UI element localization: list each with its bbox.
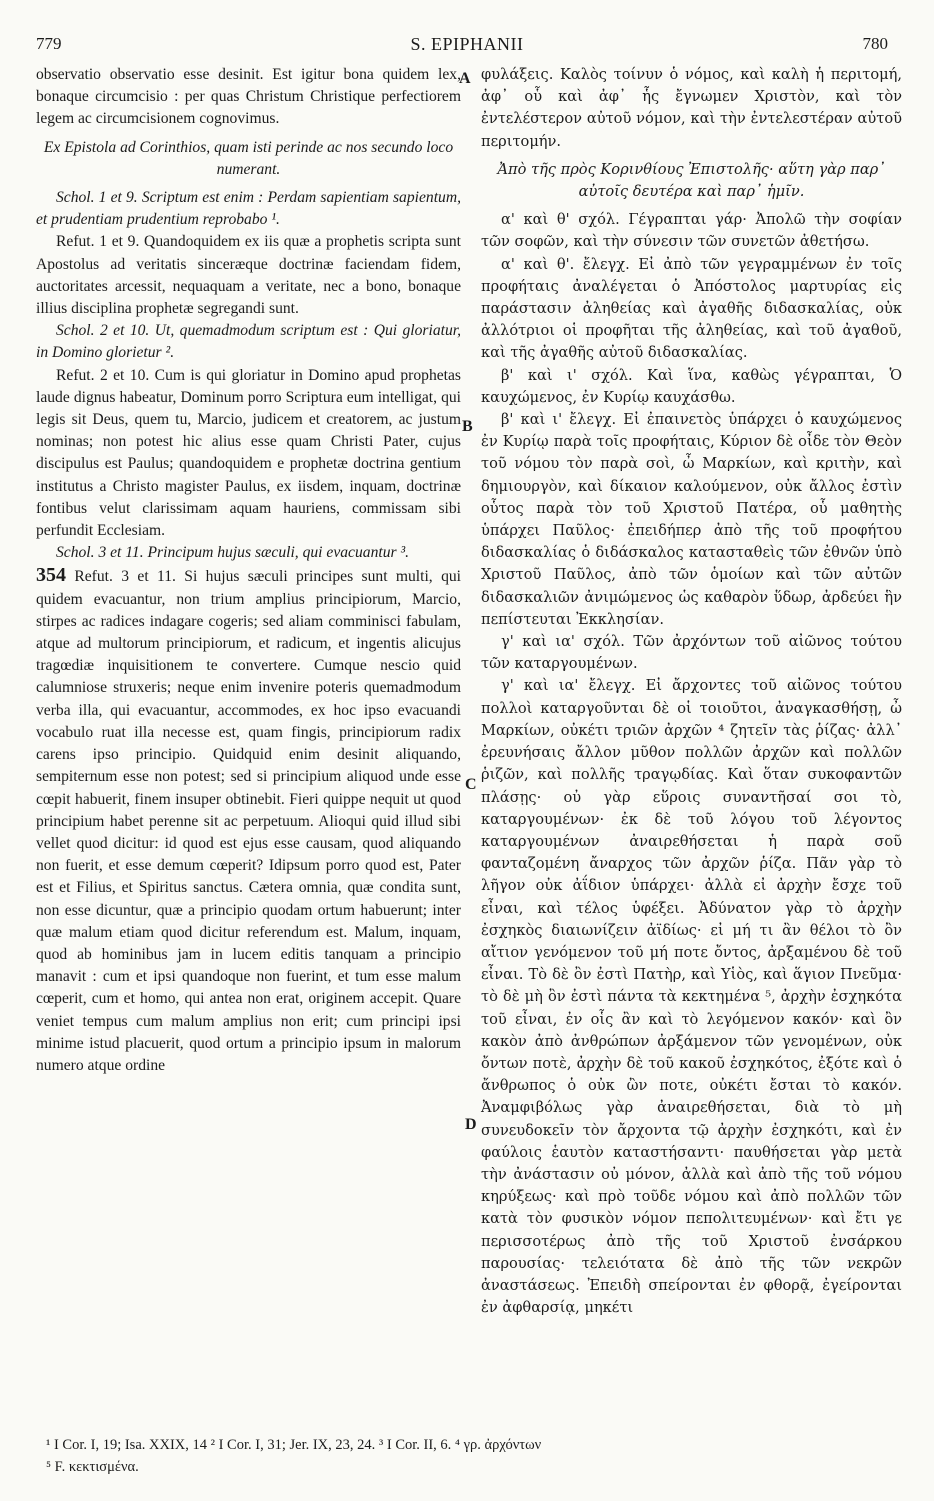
greek-refutation-2: β' καὶ ι' ἔλεγχ. Εἰ ἐπαινετὸς ὑπάρχει ὁ καυχώμενος ἐν Κυρίῳ παρὰ τοῖς προφήταις, Κύριον δὲ οἶδε τὸν Θεὸν τοῦ νόμου τὸν παρὰ σοὶ, ὦ Μαρκίων, καὶ κριτὴν, καὶ δημιουργὸν, καὶ δίκαιον καλούμενον, οὐκ ἄλλος ἐστὶν οὗτος παρὰ τὸν τοῦ Χριστοῦ Πατέρα, οὗ μαθητὴς ὑπάρχει Παῦλος· ἐπειδήπερ ἀπὸ τῆς τοῦ προφήτου διδασκαλίας ὁ διδάσκαλος κατασταθεὶς τῶν ἐθνῶν ὑπὸ Χριστοῦ Παῦλος, ἀπὸ τῶν ὁμοίων καὶ τῶν αὐτῶν διδασκαλιῶν ἀνιμώμενος ὡς καθαρὸν ὕδωρ, ἀρδεύει ἣν πεπίστευται Ἐκκλησίαν. <box>481 411 902 628</box>
footnote-line: ⁵ F. κεκτισμένα. <box>46 1459 139 1475</box>
greek-refutation-3: γ' καὶ ια' ἔλεγχ. Εἰ ἄρχοντες τοῦ αἰῶνος τούτου πολλοὶ καταργοῦνται δὲ οἱ τοιοῦτοι, ἀναγκασθήσῃ, ὦ Μαρκίων, οὐκέτι τριῶν ἀρχῶν ⁴ ζητεῖν τὰς ῥίζας· ἀλλ᾽ ἐρευνήσαις ἄλλον μῦθον πολλῶν ἀρχῶν καὶ πολλῶν ῥιζῶν, καὶ πολλῆς τραγῳδίας. Καὶ ὅταν συκοφαντῶν πλάσῃς· οὐ γὰρ εὕροις συναντῆσαί σοι τὸ, καταργουμένων· ἐκ δὲ τοῦ λόγου τοῦ λέγοντος καταργουμένων ἀναιρεθήσεται ἡ παρὰ σοῦ φανταζομένη ἄναρχος τῶν ἀρχῶν ῥίζα. Πᾶν γὰρ τὸ λῆγον οὐκ ἀΐδιον ὑπάρχει· ἀλλὰ εἰ ἀρχὴν ἔσχε τοῦ εἶναι, καὶ τέλος ὑφέξει. Ἀδύνατον γὰρ τὸ ἀρχὴν ἐσχηκὸς διαιωνίζειν ἀϊδίως· εἰ μή τι ἂν θέλοι τὸ ὂν αἴτιον γενόμενον τοῦ μή ποτε ὄντος, ἀρξαμένου δὲ τοῦ εἶναι. Τὸ δὲ ὂν ἐστὶ Πατὴρ, καὶ Υἱὸς, καὶ ἅγιον Πνεῦμα· τὸ δὲ μὴ ὂν ἐστὶ πάντα τὰ κεκτημένα ⁵, ἀρχὴν ἐσχηκότα τοῦ εἶναι, ἐν οἷς ἂν καὶ τὸ λεγόμενον κακόν· καὶ ὂν κακὸν ἀπὸ ἀνθρώπων ἀρξάμενον τῶν γενομένων, οὐκ ὄντων ποτὲ, ἀρχὴν δὲ τοῦ κακοῦ ἐσχηκότος, ἐξότε καὶ ὁ ἄνθρωπος ὁ οὐκ ὢν ποτε, οὐκέτι ἔσται τὸ κακόν. Ἀναμφιβόλως γὰρ ἀναιρεθήσεται, διὰ τὸ μὴ συνευδοκεῖν τὸν ἄρχοντα τῷ ἀρχὴν ἐσχηκότι, καὶ ἐν φαύλοις ἑαυτὸν καταστήσαντι· παυθήσεται γὰρ μετὰ τὴν ἀνάστασιν οὐ μόνον, ἀλλὰ καὶ ἀπὸ τῆς τοῦ νόμου κηρύξεως· καὶ πρὸ τοῦδε νόμου καὶ ἀπὸ πολλῶν τῶν κατὰ τὸν φυσικὸν νόμον πεπολιτευμένων· καὶ ἔτι γε περισσοτέρως ἀπὸ τῆς τοῦ Χριστοῦ ἐνσάρκου παρουσίας· τελειότατα δὲ ἀπὸ τῆς τῶν νεκρῶν ἀναστάσεως. Ἐπειδὴ σπείρονται ἐν φθορᾷ, ἐγείρονται ἐν ἀφθαρσίᾳ, μηκέτι <box>481 677 902 1317</box>
greek-section-heading: Ἀπὸ τῆς πρὸς Κορινθίους Ἐπιστολῆς· αὕτη γὰρ παρ᾽ αὐτοῖς δευτέρα καὶ παρ᾽ ἡμῖν. <box>497 160 886 201</box>
latin-paragraph: observatio observatio esse desinit. Est igitur bona quidem lex, bonaque circumcisio : per quas Christum Christique perfectiorem legem ac circumcisionem cognovimus. <box>36 66 461 128</box>
latin-refutation-3: 354 Refut. 3 et 11. Si hujus sæculi principes sunt multi, qui quidem evacuantur, non trium amplius principiorum, Marcio, stirpes ac radices indagare cogeris; sed aliam comminisci fabulam, atque ad multorum principiorum, et radicum, et ingentis alicujus tragœdiæ inquisitionem te convertere. Cumque nescio quid calumniose struxeris; neque enim invenire poteris quemadmodum verba illa, qui evacuantur, accommodes, ex hoc ipso evacuandi vocabulo ruat illa necesse est, quam fingis, principiorum radix carens ipso principio. Quidquid enim desinit aliquando, sempiternum esse non potest; sed si principium aliquod unde esse cœpit habuerit, finem insuper obtinebit. Fieri quippe nequit ut quod principium habet perenne sit ac perpetuum. Alioqui quid illud sibi vellet quod dicitur: id quod est ejus esse causam, quod aliquando non fuerit, et esse demum cœperit? Idipsum porro quod est, Pater est et Filius, et Spiritus sanctus. Cætera omnia, quæ condita sunt, non esse dicuntur, quæ a principio quodam ortum habuerunt; inter quæ malum etiam quod dicitur referendum est. Malum, inquam, quod ab hominibus jam in lucem editis tanquam a principio manavit : cum et ipsi quandoque non fuerint, et tum esse malum cœperit, cum et homo, qui antea non erat, originem accepit. Quare veniet tempus cum malum amplius non erit; cum principi ipsi minime istud placuerit, quod ortum a principio ipsum in malorum numero atque ordine <box>36 564 461 1074</box>
footnotes <box>46 1434 906 1478</box>
footnote-line: ¹ I Cor. I, 19; Isa. XXIX, 14 ² I Cor. I, 31; Jer. IX, 23, 24. ³ I Cor. II, 6. ⁴ γρ. ἀρχόντων <box>46 1437 542 1453</box>
greek-paragraph: φυλάξεις. Καλὸς τοίνυν ὁ νόμος, καὶ καλὴ ἡ περιτομή, ἀφ᾽ οὗ καὶ ἀφ᾽ ἧς ἔγνωμεν Χριστὸν, καὶ τὸν ἐντελέστερον αὐτοῦ νόμον, καὶ τὴν ἐντελεστέραν αὐτοῦ περιτομήν. <box>481 66 902 150</box>
latin-refutation-2: Refut. 2 et 10. Cum is qui gloriatur in Domino apud prophetas laude dignus habeatur, Dominum porro Scriptura eum intelligat, qui legis sit Deus, quem tu, Marcio, judicem et creatorem, ac justum nominas; non potest hic alius esse quam Christi Pater, cujus discipulus est Paulus; quandoquidem e prophetæ doctrina gentium institutus a Christo magister Paulus, ex iisdem, inquam, doctrinæ fontibus velut clarissimam aquam hauriens, commissam sibi perfundit Ecclesiam. <box>36 366 461 540</box>
greek-scholion-1: α' καὶ θ' σχόλ. Γέγραπται γάρ· Ἀπολῶ τὴν σοφίαν τῶν σοφῶν, καὶ τὴν σύνεσιν τῶν συνετῶν ἀθετήσω. <box>481 211 902 251</box>
latin-column <box>36 64 461 1077</box>
running-title: S. EPIPHANII <box>410 34 524 54</box>
margin-marker-d: D <box>465 1116 477 1133</box>
latin-refutation-1: Refut. 1 et 9. Quandoquidem ex iis quæ a prophetis scripta sunt Apostolus ad veritatis sinceræque doctrinæ faciendam fidem, auctoritates arcessit, nequaquam a veritate, nec a bono, bonaque illius disciplina prophetæ segregandi sunt. <box>36 233 461 318</box>
page-number-right: 780 <box>862 34 888 53</box>
greek-refutation-1: α' καὶ θ'. ἔλεγχ. Εἰ ἀπὸ τῶν γεγραμμένων ἐν τοῖς προφήταις ἀναλέγεται ὁ Ἀπόστολος μαρτυρίας εἰς παράστασιν ἀληθείας καὶ ἀγαθῆς διδασκαλίας, οὐκ ἀλλότριοι οἱ προφῆται τῆς ἀληθείας, καὶ τοῦ ἀγαθοῦ, καὶ τῆς ἀγαθῆς αὐτοῦ διδασκαλίας. <box>481 255 902 362</box>
greek-scholion-3: γ' καὶ ια' σχόλ. Τῶν ἀρχόντων τοῦ αἰῶνος τούτου τῶν καταργουμένων. <box>481 633 902 673</box>
latin-scholion-3: Schol. 3 et 11. Principum hujus sæculi, qui evacuantur ³. <box>56 544 410 562</box>
margin-marker-c: C <box>465 776 477 793</box>
page-number-left: 779 <box>36 34 62 53</box>
latin-scholion-1: Schol. 1 et 9. Scriptum est enim : Perdam sapientiam sapientum, et prudentiam prudentium reprobabo ¹. <box>36 189 461 229</box>
page-header <box>0 0 934 60</box>
greek-scholion-2: β' καὶ ι' σχόλ. Καὶ ἵνα, καθὼς γέγραπται, Ὁ καυχώμενος, ἐν Κυρίῳ καυχάσθω. <box>481 366 902 406</box>
greek-column <box>481 64 902 1319</box>
margin-marker-a: A <box>459 70 471 87</box>
latin-scholion-2: Schol. 2 et 10. Ut, quemadmodum scriptum est : Qui gloriatur, in Domino glorietur ². <box>36 322 461 362</box>
column-number-354: 354 <box>36 564 66 587</box>
margin-marker-b: B <box>462 418 473 435</box>
latin-section-heading: Ex Epistola ad Corinthios, quam isti perinde ac nos secundo loco numerant. <box>43 138 454 178</box>
